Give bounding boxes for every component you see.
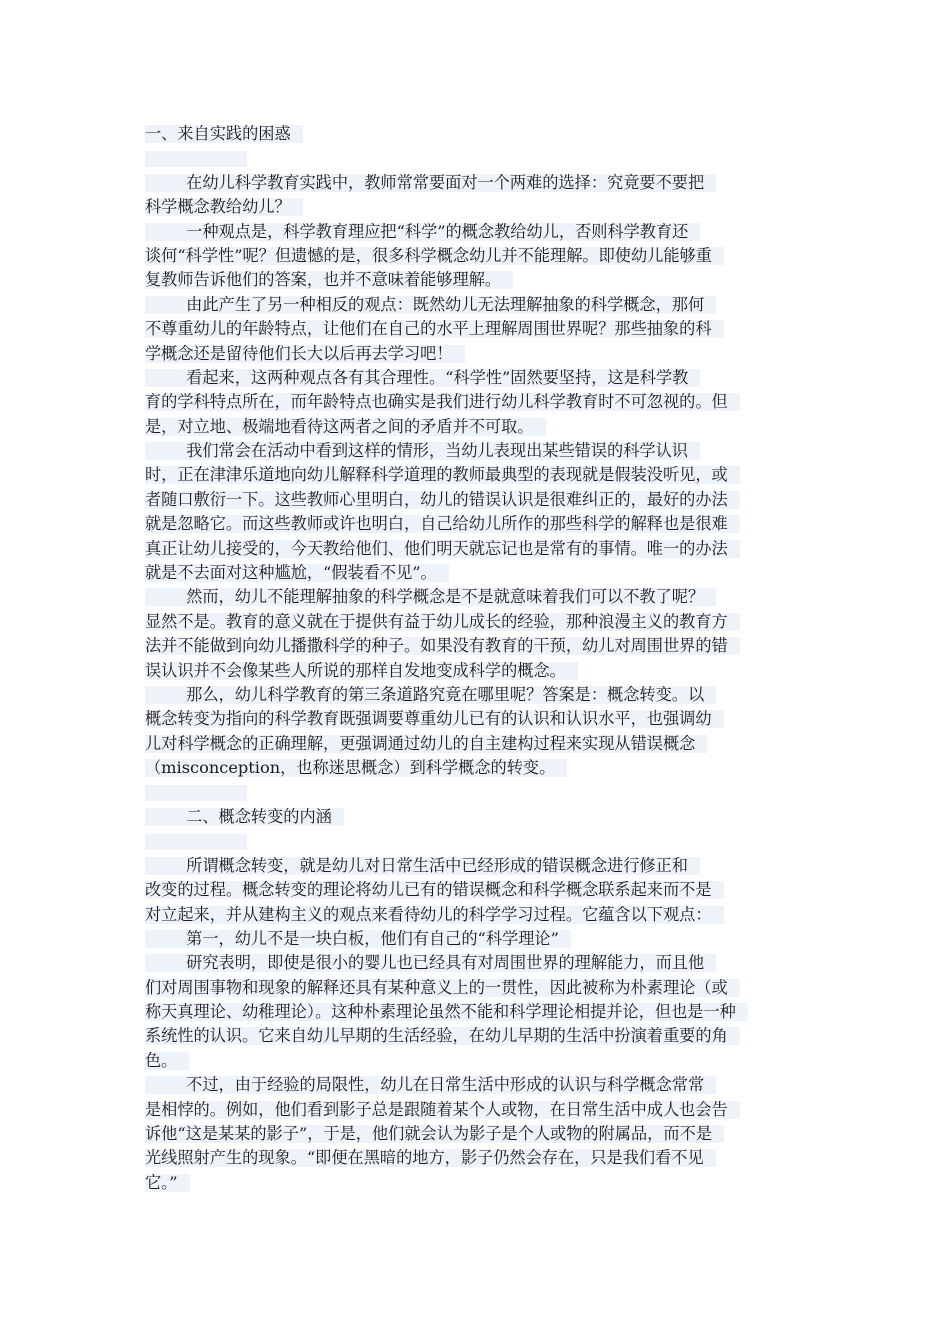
text-line: [145, 854, 825, 878]
text-line: [145, 415, 825, 439]
text-line: [145, 659, 825, 683]
line-text: 对立起来，并从建构主义的观点来看待幼儿的科学学习过程。它蕴含以下观点：: [145, 906, 724, 924]
text-line: [145, 756, 825, 780]
text-line: [145, 903, 825, 927]
line-text: 改变的过程。概念转变的理论将幼儿已有的错误概念和科学概念联系起来而不是: [145, 881, 724, 899]
line-text: 是相悖的。例如，他们看到影子总是跟随着某个人或物，在日常生活中成人也会告: [145, 1101, 740, 1119]
line-text: 谈何“科学性”呢？但遗憾的是，很多科学概念幼儿并不能理解。即使幼儿能够重: [145, 247, 724, 265]
text-line: [145, 1000, 825, 1024]
text-line: [145, 1073, 825, 1097]
text-line: [145, 585, 825, 609]
line-text: 不过，由于经验的局限性，幼儿在日常生活中形成的认识与科学概念常常: [145, 1076, 716, 1094]
line-text: 所谓概念转变，就是幼儿对日常生活中已经形成的错误概念进行修正和: [145, 857, 700, 875]
document-body: [145, 122, 825, 1195]
line-text: 在幼儿科学教育实践中，教师常常要面对一个两难的选择：究竟要不要把: [145, 174, 716, 192]
line-text: 光线照射产生的现象。“即便在黑暗的地方，影子仍然会存在，只是我们看不见: [145, 1149, 716, 1167]
text-line: [145, 293, 825, 317]
line-text: 误认识并不会像某些人所说的那样自发地变成科学的概念。: [145, 662, 578, 680]
line-text: 们对周围事物和现象的解释还具有某种意义上的一贯性，因此被称为朴素理论（或: [145, 979, 740, 997]
line-text: 第一，幼儿不是一块白板，他们有自己的“科学理论”: [145, 930, 571, 948]
text-line: [145, 707, 825, 731]
text-line: [145, 244, 825, 268]
line-text: 看起来，这两种观点各有其合理性。“科学性”固然要坚持，这是科学教: [145, 369, 700, 387]
line-text: 它。”: [145, 1174, 190, 1192]
line-text: 就是不去面对这种尴尬，“假装看不见”。: [145, 564, 449, 582]
line-text: 学概念还是留待他们长大以后再去学习吧！: [145, 345, 465, 363]
text-line: [145, 976, 825, 1000]
text-line: [145, 488, 825, 512]
text-line: [145, 317, 825, 341]
text-line: [145, 171, 825, 195]
text-line: [145, 683, 825, 707]
line-text: 复教师告诉他们的答案，也并不意味着能够理解。: [145, 271, 513, 289]
text-line: [145, 561, 825, 585]
text-line: [145, 463, 825, 487]
line-text: 概念转变为指向的科学教育既强调要尊重幼儿已有的认识和认识水平，也强调幼: [145, 710, 724, 728]
line-text: 我们常会在活动中看到这样的情形，当幼儿表现出某些错误的科学认识: [145, 442, 700, 460]
line-text: 由此产生了另一种相反的观点：既然幼儿无法理解抽象的科学概念，那何: [145, 296, 716, 314]
line-text: 儿对科学概念的正确理解，更强调通过幼儿的自主建构过程来实现从错误概念: [145, 735, 707, 753]
line-text: 者随口敷衍一下。这些教师心里明白，幼儿的错误认识是很难纠正的，最好的办法: [145, 491, 740, 509]
text-line: [145, 805, 825, 829]
line-text: 二、概念转变的内涵: [145, 808, 344, 826]
line-text: 系统性的认识。它来自幼儿早期的生活经验，在幼儿早期的生活中扮演着重要的角: [145, 1027, 740, 1045]
text-line: [145, 366, 825, 390]
line-text: 那么，幼儿科学教育的第三条道路究竟在哪里呢？答案是：概念转变。以: [145, 686, 716, 704]
text-line: [145, 512, 825, 536]
text-line: [145, 951, 825, 975]
line-text: 科学概念教给幼儿？: [145, 198, 303, 216]
line-text: 色。: [145, 1052, 189, 1070]
line-text: 然而，幼儿不能理解抽象的科学概念是不是就意味着我们可以不教了呢？: [145, 588, 716, 606]
line-text: [145, 834, 247, 850]
text-line: [145, 1049, 825, 1073]
line-text: 就是忽略它。而这些教师或许也明白，自己给幼儿所作的那些科学的解释也是很难: [145, 515, 740, 533]
text-line: [145, 878, 825, 902]
text-line: [145, 634, 825, 658]
line-text: 真正让幼儿接受的，今天教给他们、他们明天就忘记也是常有的事情。唯一的办法: [145, 540, 740, 558]
text-line: [145, 1171, 825, 1195]
text-line: [145, 1024, 825, 1048]
line-text: （misconception，也称迷思概念）到科学概念的转变。: [145, 759, 567, 777]
line-text: 育的学科特点所在，而年龄特点也确实是我们进行幼儿科学教育时不可忽视的。但: [145, 393, 740, 411]
line-text: [145, 785, 247, 801]
text-line: [145, 537, 825, 561]
line-text: 称天真理论、幼稚理论）。这种朴素理论虽然不能和科学理论相提并论，但也是一种: [145, 1003, 748, 1021]
text-line: [145, 220, 825, 244]
line-text: [145, 151, 247, 167]
text-line: [145, 342, 825, 366]
line-text: 研究表明，即使是很小的婴儿也已经具有对周围世界的理解能力，而且他: [145, 954, 716, 972]
text-line: [145, 268, 825, 292]
line-text: 显然不是。教育的意义就在于提供有益于幼儿成长的经验，那种浪漫主义的教育方: [145, 613, 740, 631]
text-line: [145, 195, 825, 219]
text-line: [145, 610, 825, 634]
text-line: [145, 1098, 825, 1122]
line-text: 时，正在津津乐道地向幼儿解释科学道理的教师最典型的表现就是假装没听见，或: [145, 466, 740, 484]
blank-line: [145, 146, 825, 170]
line-text: 一种观点是，科学教育理应把“科学”的概念教给幼儿，否则科学教育还: [145, 223, 700, 241]
text-line: [145, 732, 825, 756]
line-text: 诉他“这是某某的影子”，于是，他们就会认为影子是个人或物的附属品，而不是: [145, 1125, 724, 1143]
text-line: [145, 390, 825, 414]
blank-line: [145, 829, 825, 853]
line-text: 不尊重幼儿的年龄特点，让他们在自己的水平上理解周围世界呢？那些抽象的科: [145, 320, 724, 338]
text-line: [145, 122, 825, 146]
line-text: 是，对立地、极端地看待这两者之间的矛盾并不可取。: [145, 418, 546, 436]
text-line: [145, 439, 825, 463]
text-line: [145, 1146, 825, 1170]
line-text: 法并不能做到向幼儿播撒科学的种子。如果没有教育的干预，幼儿对周围世界的错: [145, 637, 740, 655]
line-text: 一、来自实践的困惑: [145, 125, 303, 143]
blank-line: [145, 781, 825, 805]
text-line: [145, 1122, 825, 1146]
text-line: [145, 927, 825, 951]
